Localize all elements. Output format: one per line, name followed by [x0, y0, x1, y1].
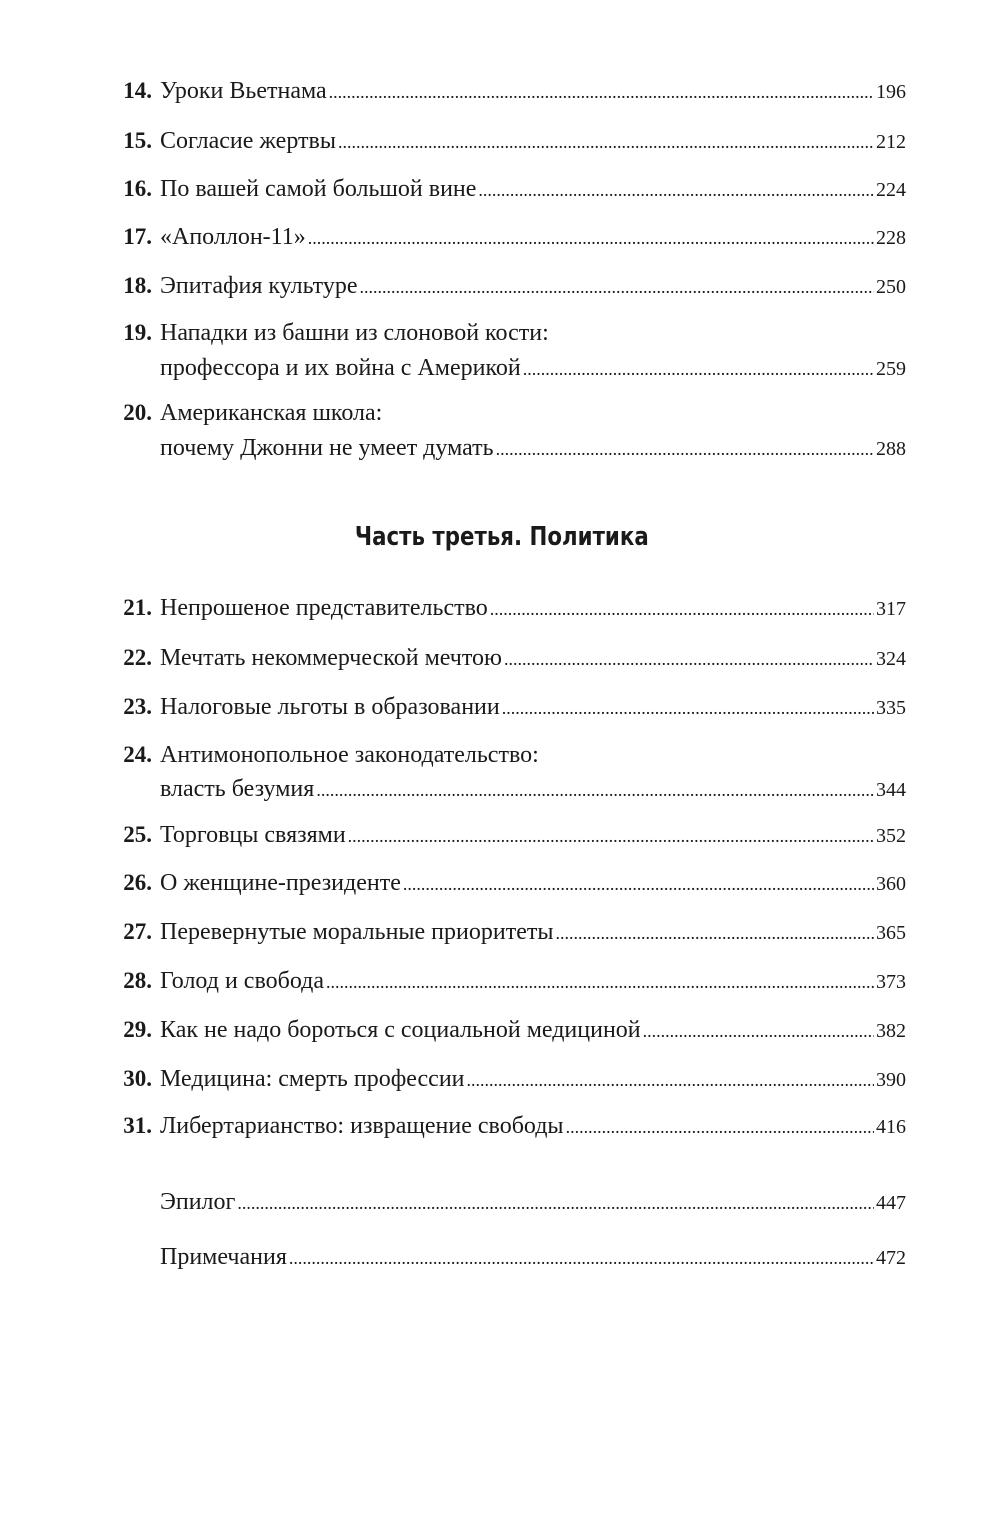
toc-entry-title: Медицина: смерть профессии — [160, 1066, 465, 1092]
dot-leader — [289, 1242, 874, 1273]
toc-entry-title: Как не надо бороться с социальной медициной — [160, 1017, 641, 1043]
toc-entry-page: 472 — [876, 1247, 906, 1269]
toc-entry-number: 31. — [123, 1113, 152, 1138]
dot-leader — [348, 820, 874, 851]
toc-entry-number: 30. — [123, 1066, 152, 1091]
toc-entry-number: 15. — [123, 128, 152, 153]
toc-entry-title: О женщине-президенте — [160, 870, 401, 896]
toc-entry-page: 259 — [876, 358, 906, 380]
toc-entry-title: Голод и свобода — [160, 968, 324, 994]
toc-entry-number: 26. — [123, 870, 152, 895]
toc-entry-title: Антимонопольное законодательство: — [160, 742, 539, 768]
dot-leader — [478, 174, 874, 205]
toc-entry-number: 23. — [123, 694, 152, 719]
toc-entry-number: 16. — [123, 176, 152, 201]
toc-entry-title: Эпилог — [160, 1189, 236, 1215]
dot-leader — [643, 1015, 874, 1046]
toc-entry-page: 416 — [876, 1116, 906, 1138]
toc-entry-title: Налоговые льготы в образовании — [160, 694, 500, 720]
toc-entry-page: 224 — [876, 179, 906, 201]
dot-leader — [504, 643, 874, 674]
toc-entry-title: По вашей самой большой вине — [160, 176, 477, 202]
toc-entry-page: 317 — [876, 598, 906, 620]
toc-entry-title: Примечания — [160, 1244, 287, 1270]
toc-entry-title-continued: власть безумия — [160, 776, 315, 802]
toc-entry-title: Перевернутые моральные приоритеты — [160, 919, 554, 945]
toc-entry-number: 25. — [123, 822, 152, 847]
dot-leader — [467, 1064, 874, 1095]
toc-entry-page: 196 — [876, 81, 906, 103]
toc-entry-number: 22. — [123, 645, 152, 670]
toc-entry-page: 390 — [876, 1069, 906, 1091]
toc-entry-number: 21. — [123, 595, 152, 620]
toc-entry-title: Нападки из башни из слоновой кости: — [160, 320, 549, 346]
toc-entry-title: Американская школа: — [160, 400, 383, 426]
toc-entry-number: 24. — [123, 742, 152, 767]
toc-entry-page: 352 — [876, 825, 906, 847]
toc-entry-title: Эпитафия культуре — [160, 273, 358, 299]
dot-leader — [490, 593, 874, 624]
toc-entry-page: 382 — [876, 1020, 906, 1042]
toc-entry-title: Либертарианство: извращение свободы — [160, 1113, 564, 1139]
dot-leader — [502, 692, 874, 723]
toc-entry-page: 447 — [876, 1192, 906, 1214]
toc-entry-number: 20. — [123, 400, 152, 425]
dot-leader — [326, 966, 874, 997]
toc-entry-number: 18. — [123, 273, 152, 298]
toc-entry-page: 288 — [876, 438, 906, 460]
dot-leader — [403, 868, 874, 899]
dot-leader — [329, 76, 874, 107]
toc-entry-title-continued: профессора и их война с Америкой — [160, 355, 521, 381]
toc-entry-page: 373 — [876, 971, 906, 993]
dot-leader — [360, 271, 875, 302]
toc-entry-page: 250 — [876, 276, 906, 298]
dot-leader — [566, 1111, 874, 1142]
dot-leader — [496, 433, 874, 464]
dot-leader — [338, 126, 874, 157]
toc-entry-number: 28. — [123, 968, 152, 993]
toc-entry-title: Мечтать некоммерческой мечтою — [160, 645, 502, 671]
dot-leader — [308, 222, 874, 253]
toc-entry-title: Согласие жертвы — [160, 128, 336, 154]
toc-entry-page: 344 — [876, 779, 906, 801]
toc-entry-page: 360 — [876, 873, 906, 895]
toc-entry-page: 335 — [876, 697, 906, 719]
toc-entry-page: 212 — [876, 131, 906, 153]
toc-entry-title-continued: почему Джонни не умеет думать — [160, 435, 494, 461]
dot-leader — [555, 917, 874, 948]
toc-entry-number: 27. — [123, 919, 152, 944]
toc-entry-number: 17. — [123, 224, 152, 249]
toc-entry-number: 29. — [123, 1017, 152, 1042]
toc-entry-title: «Аполлон-11» — [160, 224, 306, 250]
toc-entry-number: 19. — [123, 320, 152, 345]
toc-entry-title: Непрошеное представительство — [160, 595, 488, 621]
toc-entry-title: Торговцы связями — [160, 822, 346, 848]
section-heading: Часть третья. Политика — [354, 522, 649, 552]
toc-entry-page: 365 — [876, 922, 906, 944]
toc-entry-title: Уроки Вьетнама — [160, 78, 327, 104]
dot-leader — [523, 353, 874, 384]
dot-leader — [237, 1187, 874, 1218]
dot-leader — [316, 774, 874, 805]
toc-entry-number: 14. — [123, 78, 152, 103]
toc-entry-page: 324 — [876, 648, 906, 670]
toc-entry-page: 228 — [876, 227, 906, 249]
